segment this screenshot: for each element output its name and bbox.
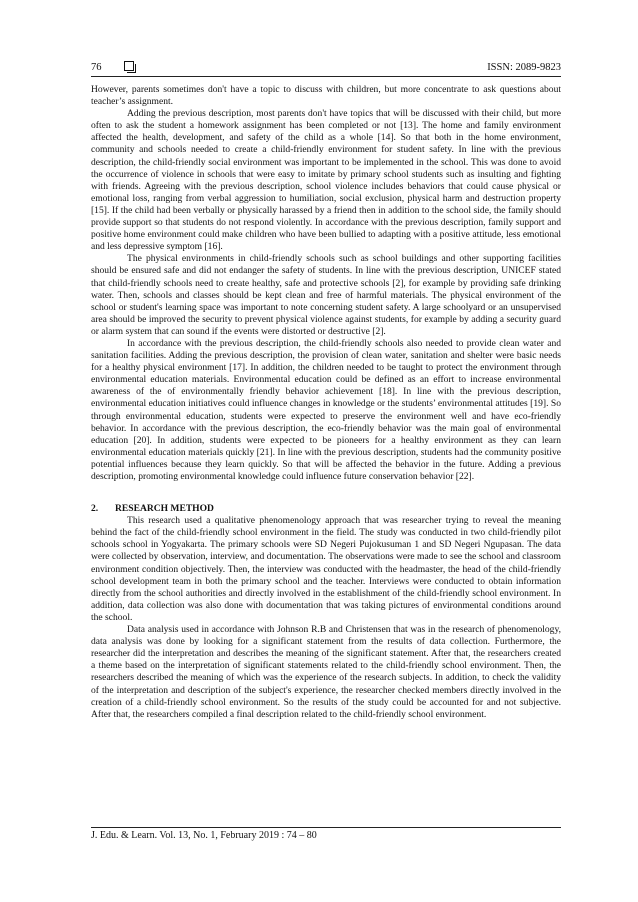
paragraph: In accordance with the previous description, the child-friendly schools also needed to provide clean water and sanitation facilities. Adding the previous description, the provision of clean water, sanitation and shelter were basic needs for a healthy physical environment [17]. In addition, the children needed to be taught to protect the environment through environmental education materials. Environmental education could be defined as an effort to increase environmental awareness of the of environmentally friendly behavior achievement [18]. In line with the previous description, environmental education initiatives could influence changes in knowledge or the students’ environmental attitudes [19]. So through environmental education, students were expected to preserve the environment well and have eco-friendly behavior. In accordance with the previous description, the eco-friendly behavior was the main goal of environmental education [20]. In addition, students were expected to be pioneers for a healthy environment as they can learn environmental education materials quickly [21]. In line with the previous description, students had the community positive potential influences because they learn quickly. So that will be affected the behavior in the future. Adding a previous description, promoting environmental knowledge could influence future conservation behavior [22].: [91, 337, 561, 482]
section-number: 2.: [91, 503, 99, 515]
header-rule: [91, 76, 561, 77]
paragraph: The physical environments in child-friendly schools such as school buildings and other supporting facilities should be ensured safe and did not endanger the safety of students. In line with the previous description, UNICEF stated that child-friendly schools need to create healthy, safe and protective schools [2], for example by providing safe drinking water. Then, schools and classes should be kept clean and free of harmful materials. The physical environment of the school or student's learning space was important to note concerning student safety. A large schoolyard or an unsupervised area should be improved the security to prevent physical violence against students, for example by adding a security guard or alarm system that can sound if the events were distorted or destructive [2].: [91, 253, 561, 337]
footer-citation: J. Edu. & Learn. Vol. 13, No. 1, February 2019 : 74 – 80: [91, 830, 317, 841]
paragraph: However, parents sometimes don't have a topic to discuss with children, but more concentrate to ask questions about teacher’s assignment.: [91, 84, 561, 108]
square-icon: [124, 61, 134, 71]
paragraph: Adding the previous description, most parents don't have topics that will be discussed with their child, but more often to ask the student a homework assignment has been completed or not [13]. The home and family environment affected the health, development, and safety of the child as a whole [14]. So that both in the home environment, community and schools needed to create a child-friendly environment for student safety. In line with the previous description, the child-friendly social environment was important to be implemented in the school. This was done to avoid the occurrence of violence in schools that were easy to imitate by primary school students such as insulting and fighting with friends. Agreeing with the previous description, school violence includes behaviors that could cause physical or emotional loss, ranging from verbal aggression to humiliation, social exclusion, physical harm and destruction property [15]. If the child had been verbally or physically harassed by a friend then in addition to the school side, the family should provide support so that students do not respond violently. In accordance with the previous description, family support and positive home environment could make children who have been bullied to adapting with a positive attitude, less emotional and less depressive symptom [16].: [91, 108, 561, 253]
paragraph: This research used a qualitative phenomenology approach that was researcher trying to reveal the meaning behind the fact of the child-friendly school environment in the field. The study was conducted in two child-friendly pilot schools school in Yogyakarta. The primary schools were SD Negeri Pujokusuman 1 and SD Negeri Ngupasan. The data were collected by observation, interview, and documentation. The observations were made to see the school and classroom environment condition objectively. Then, the interview was conducted with the headmaster, the head of the child-friendly school development team in both the primary school and the teacher. Interviews were conducted to obtain information directly from the school authorities and directly involved in the establishment of the child-friendly school environment. In addition, data collection was also done with documentation that was taking pictures of environmental conditions around the school.: [91, 515, 561, 623]
paragraph: Data analysis used in accordance with Johnson R.B and Christensen that was in the research of phenomenology, data analysis was done by looking for a significant statement from the results of data collection. Furthermore, the researcher did the interpretation and describes the meaning of the significant statement. After that, the researchers created a theme based on the interpretation of significant statements related to the child-friendly school environment. Then, the researchers described the meaning of which was the experience of the research subjects. In addition, to check the validity of the interpretation and description of the subject's experience, the researcher checked members directly involved in the creation of a child-friendly school environment. So the results of the study could be accounted for and not subjective. After that, the researchers compiled a final description related to the child-friendly school environment.: [91, 624, 561, 720]
section-heading: [91, 503, 561, 515]
footer-rule: [91, 827, 561, 828]
section-title: RESEARCH METHOD: [115, 503, 214, 515]
page-body: [91, 84, 561, 721]
issn: ISSN: 2089-9823: [487, 62, 561, 73]
page-number: 76: [91, 62, 102, 73]
running-header: [91, 58, 561, 76]
